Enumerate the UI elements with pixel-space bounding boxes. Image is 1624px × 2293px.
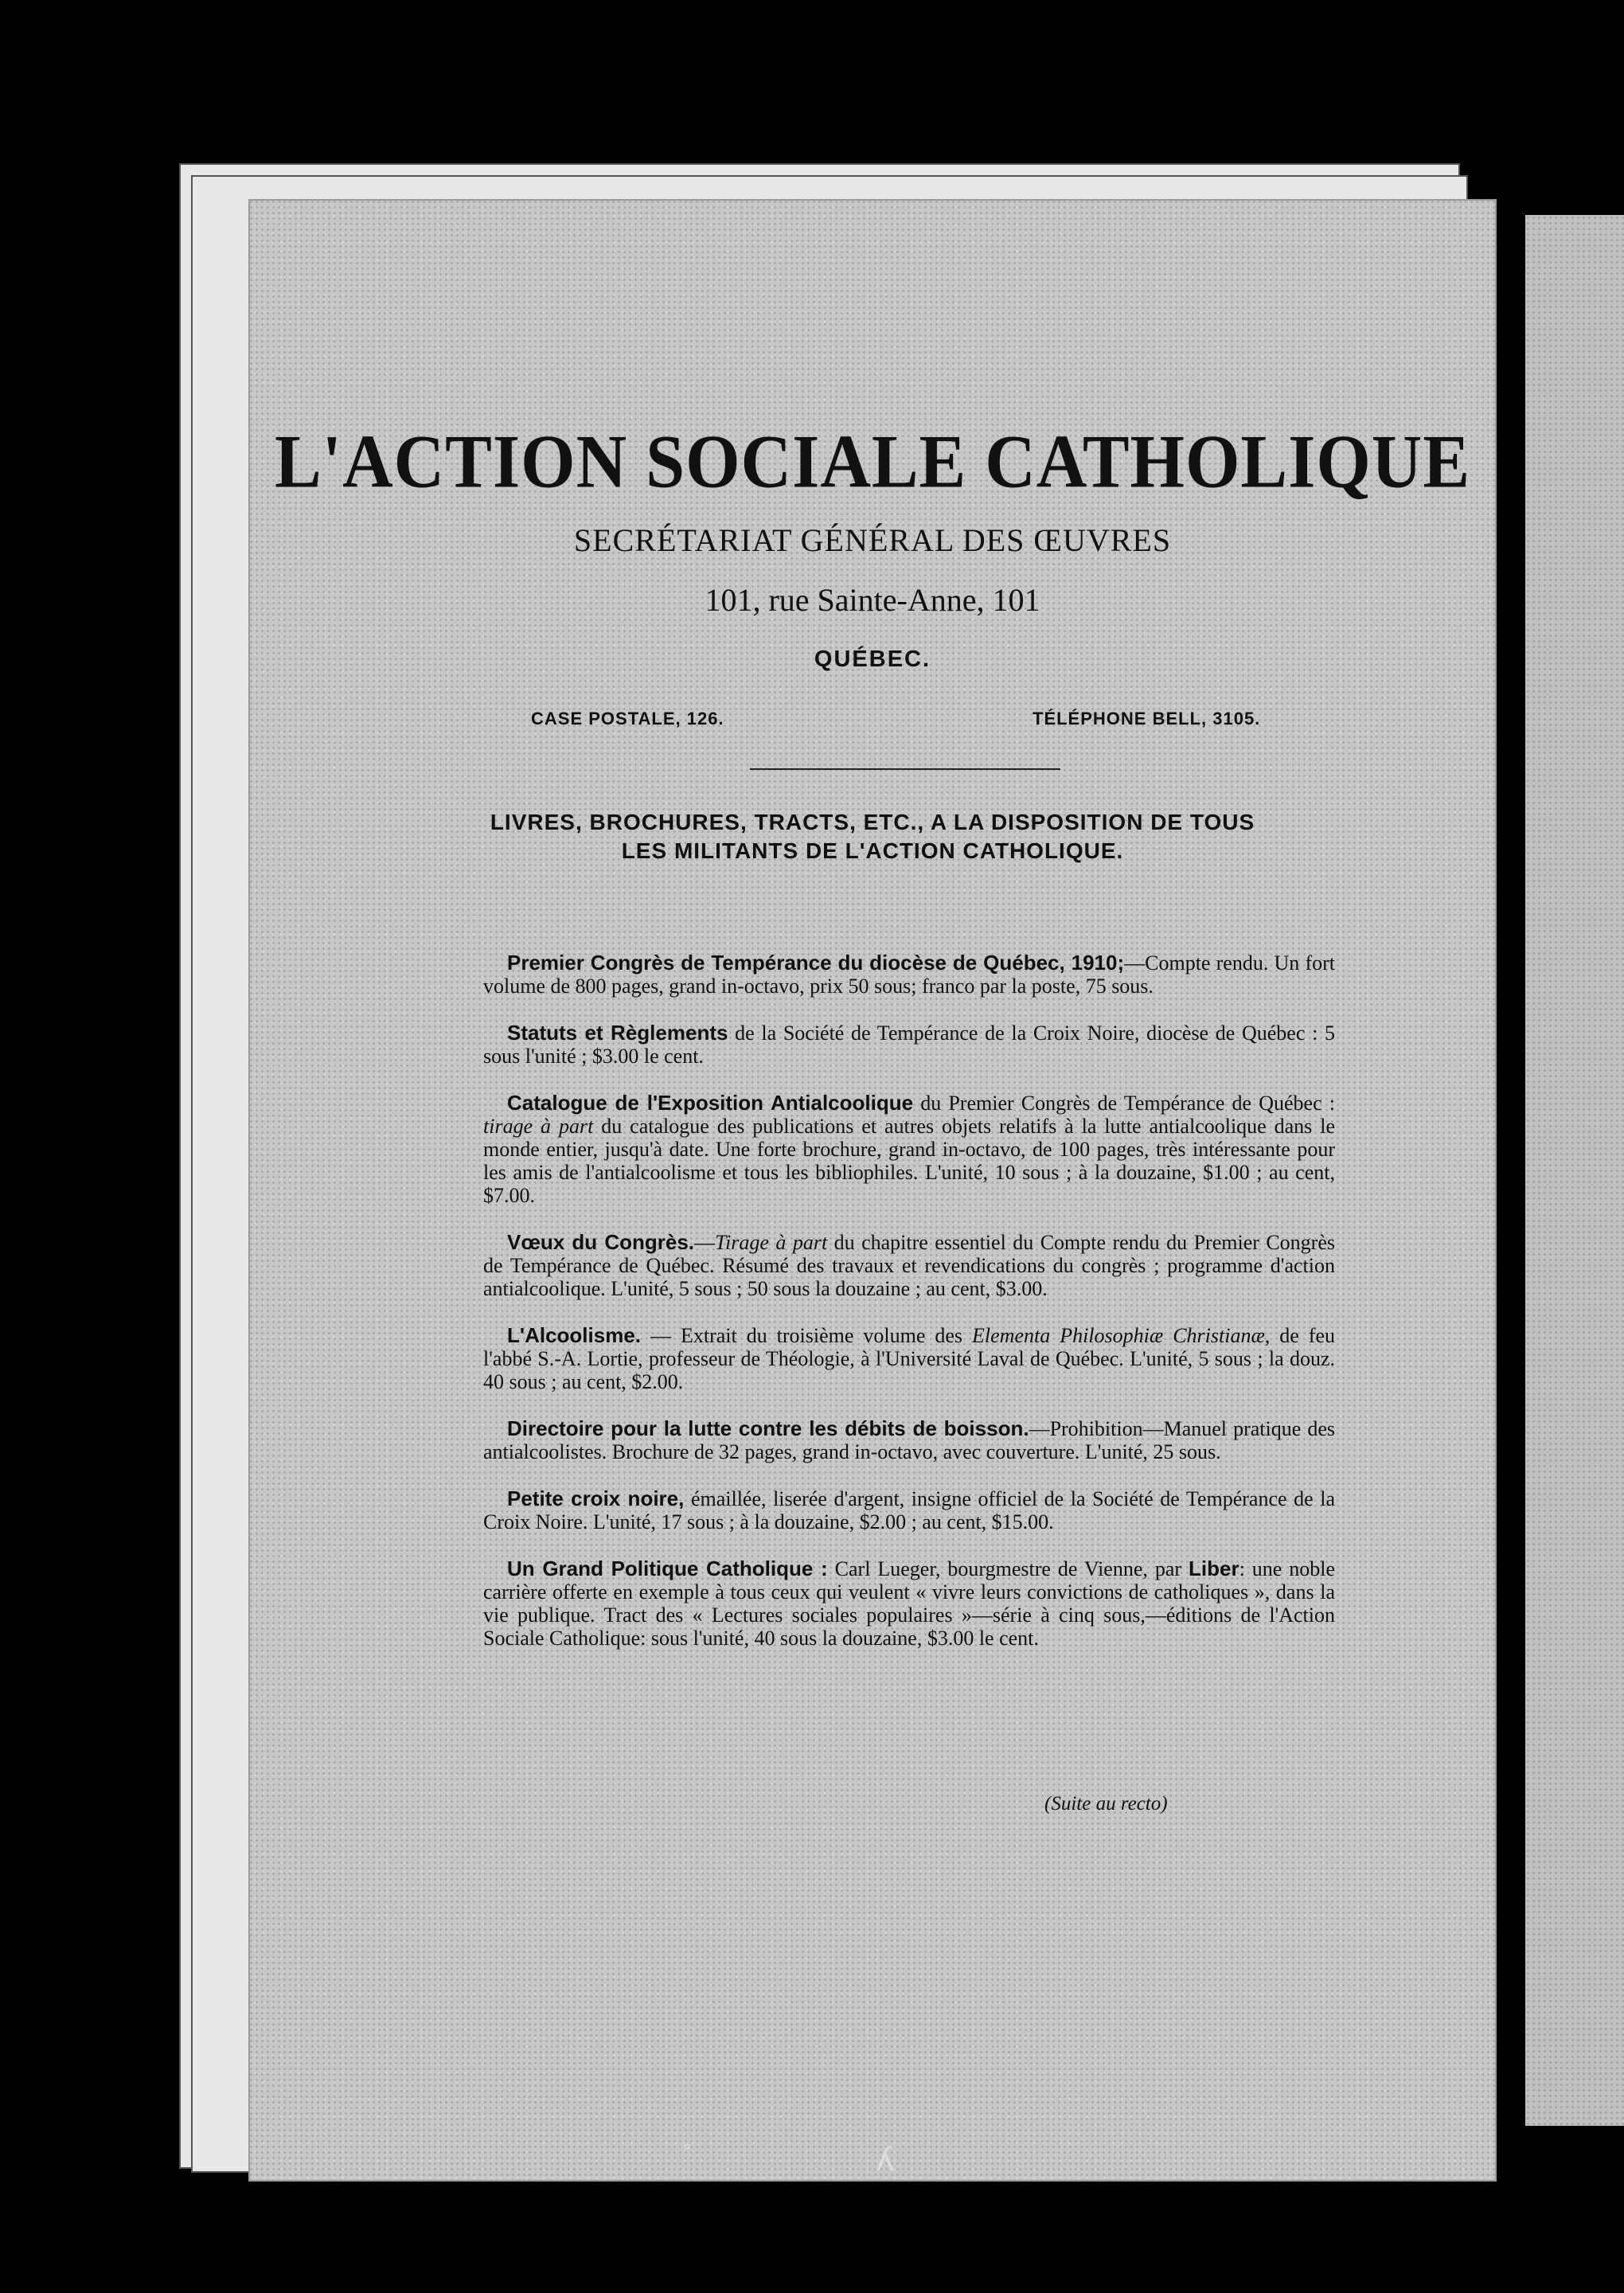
item-title: Directoire pour la lutte contre les débits de boisson. <box>507 1416 1029 1440</box>
item-description-part: — <box>694 1231 716 1254</box>
item-title: Petite croix noire, <box>507 1486 685 1510</box>
adjacent-page-edge <box>1525 215 1624 2126</box>
item-title: Un Grand Politique Catholique : <box>507 1557 828 1580</box>
document-page <box>248 199 1497 2182</box>
item-description: —Prohibition—Manuel pratique des antialcoolistes. Brochure de 32 pages, grand in-octavo, avec couverture. L'unité, 25 sous. <box>483 1417 1336 1463</box>
heading-line-1: LIVRES, BROCHURES, TRACTS, ETC., A LA DISPOSITION DE TOUS <box>490 810 1255 834</box>
item-title: Vœux du Congrès. <box>507 1230 695 1254</box>
item-description: émaillée, liserée d'argent, insigne officiel de la Société de Tempérance de la Croix Noire. L'unité, 17 sous ; à la douzaine, $2.00 ; au cent, $15.00. <box>483 1487 1335 1533</box>
item-title: L'Alcoolisme. <box>507 1323 641 1347</box>
list-item <box>483 1557 1335 1650</box>
street-address: 101, rue Sainte-Anne, 101 <box>705 582 1040 618</box>
scan-artifact-icon: ° <box>683 2142 692 2162</box>
list-item <box>483 1487 1335 1533</box>
item-italic: Elementa Philosophiæ Christianæ <box>972 1324 1265 1347</box>
scan-artifact-icon: ʎ <box>876 2142 895 2178</box>
item-description-part: Carl Lueger, bourgmestre de Vienne, par <box>827 1557 1189 1580</box>
item-title: Statuts et Règlements <box>507 1021 728 1045</box>
telephone: TÉLÉPHONE BELL, 3105. <box>1033 709 1261 729</box>
item-italic: tirage à part <box>483 1115 594 1138</box>
section-heading <box>248 808 1497 865</box>
page-subtitle: SECRÉTARIAT GÉNÉRAL DES ŒUVRES <box>573 522 1172 558</box>
item-description: , de feu l'abbé S.-A. Lortie, professeur de Théologie, à l'Université Laval de Québec. L'unité, 5 sous ; la douz. 40 sous ; au cent, $2.00. <box>483 1324 1335 1393</box>
item-italic: Tirage à part <box>715 1231 828 1254</box>
list-item <box>483 1021 1335 1068</box>
divider-rule <box>750 768 1060 770</box>
item-description-part: du Premier Congrès de Tempérance de Québec : <box>913 1092 1335 1115</box>
item-description: : une noble carrière offerte en exemple à tous ceux qui veulent « vivre leurs convictions de catholiques », dans la vie publique. Tract des « Lectures sociales populaires »—série à cinq sous,—éditions de l'Action Sociale Catholique: sous l'unité, 40 sous la douzaine, $3.00 le cent. <box>483 1557 1336 1650</box>
list-item <box>483 1231 1335 1300</box>
heading-line-2: LES MILITANTS DE L'ACTION CATHOLIQUE. <box>621 838 1124 863</box>
list-item <box>483 1324 1335 1393</box>
item-description: du catalogue des publications et autres objets relatifs à la lutte antialcoolique dans le monde entier, jusqu'à date. Une forte brochure, grand in-octavo, de 100 pages, très intéressante pour les amis de l'antialcoolisme et tous les bibliophiles. L'unité, 10 sous ; à la douzaine, $1.00 ; au cent, $7.00. <box>483 1115 1335 1207</box>
city-name: QUÉBEC. <box>814 646 931 672</box>
list-item <box>483 1417 1335 1463</box>
item-title: Premier Congrès de Tempérance du diocèse de Québec, 1910; <box>507 951 1125 975</box>
publication-list <box>483 951 1335 1650</box>
item-description-part: — Extrait du troisième volume des <box>641 1324 973 1347</box>
item-description: du chapitre essentiel du Compte rendu du Premier Congrès de Tempérance de Québec. Résumé des travaux et revendications du congrès ; programme d'action antialcoolique. L'unité, 5 sous ; 50 sous la douzaine ; au cent, $3.00. <box>483 1231 1335 1300</box>
list-item <box>483 1092 1335 1207</box>
item-title: Catalogue de l'Exposition Antialcoolique <box>507 1091 914 1115</box>
po-box: CASE POSTALE, 126. <box>531 709 724 729</box>
continued-note: (Suite au recto) <box>1044 1793 1168 1814</box>
item-description: de la Société de Tempérance de la Croix Noire, diocèse de Québec : 5 sous l'unité ; $3.00 le cent. <box>483 1021 1335 1068</box>
item-italic: Liber <box>1189 1557 1239 1580</box>
page-title: L'ACTION SOCIALE CATHOLIQUE <box>274 420 1471 504</box>
item-description: —Compte rendu. Un fort volume de 800 pages, grand in-octavo, prix 50 sous; franco par la poste, 75 sous. <box>483 951 1335 998</box>
list-item <box>483 951 1335 998</box>
